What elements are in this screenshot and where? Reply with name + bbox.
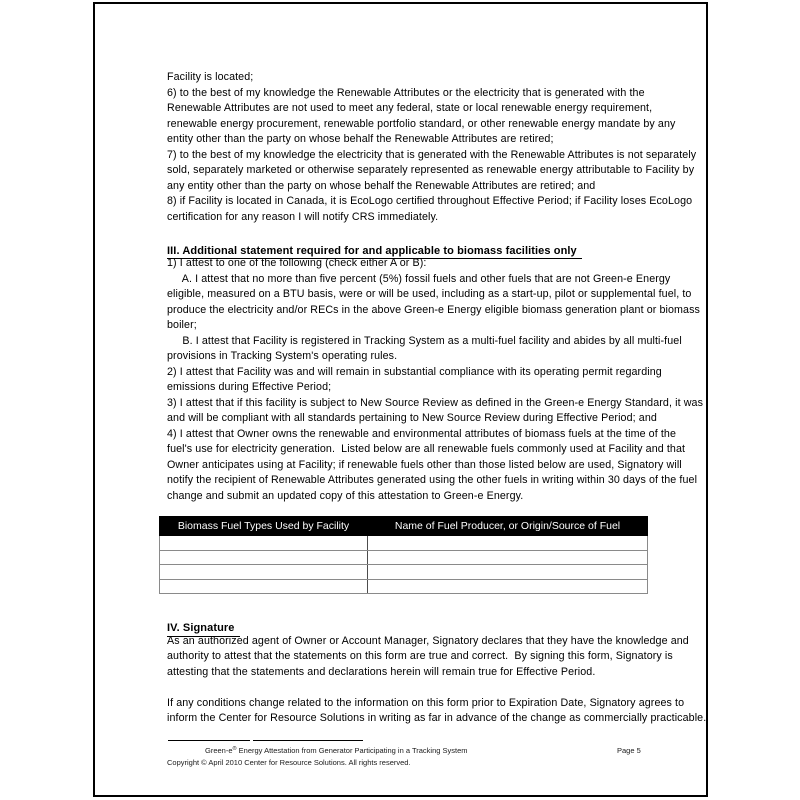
text-line: and will be compliant with all standards pertaining to New Source Review during Effective Period; and [167,412,657,424]
table-row [160,550,648,565]
text-line: B. I attest that Facility is registered in Tracking System as a multi-fuel facility and abides by all multi-fuel [167,334,682,347]
text-line: any entity other than the party on whose behalf the Renewable Attributes are retired; and [167,179,596,192]
text-line: authority to attest that the statements on this form are true and correct. By signing this form, Signatory is [167,650,673,662]
table-row [160,579,648,594]
table-header-cell: Name of Fuel Producer, or Origin/Source of Fuel [368,517,648,536]
text-line: 7) to the best of my knowledge the electricity that is generated with the Renewable Attributes is not separately [167,148,697,161]
registered-trademark-symbol: ® [232,746,237,752]
text-line: sold, separately marketed or otherwise separately represented as renewable energy attributable to Facility by [167,164,695,176]
table-cell [368,565,648,580]
text-line: entity other than the party on whose behalf the Renewable Attributes are retired; [167,133,554,145]
spacer [167,225,695,241]
text-line: attesting that the statements and declarations herein will remain true for Effective Period. [167,665,596,678]
text-line: fuel's use for electricity generation. Listed below are all renewable fuels commonly used at Facility and that [167,443,686,455]
table-cell [160,550,368,565]
table-cell [368,550,648,565]
section-heading [167,618,695,634]
table-cell [368,579,648,594]
text-line: inform the Center for Resource Solutions in writing as far in advance of the change as commercially practicable. [167,712,707,724]
text-line: A. I attest that no more than five percent (5%) fossil fuels and other fuels that are not Green-e Energy [167,272,671,285]
section-heading [167,241,695,257]
table-header [160,517,648,536]
text-line: 6) to the best of my knowledge the Renewable Attributes or the electricity that is generated with the [167,86,645,99]
footer-page-number: Page 5 [617,746,641,755]
text-line: emissions during Effective Period; [167,381,332,393]
text-line: 3) I attest that if this facility is subject to New Source Review as defined in the Green-e Energy Standard, it was [167,396,704,409]
section-heading-text: III. Additional statement required for and applicable to biomass facilities only [167,245,582,260]
table-cell [160,579,368,594]
spacer [167,504,695,516]
text-line: eligible, measured on a BTU basis, were or will be used, including as a start-up, pilot or supplemental fuel, to [167,288,692,300]
text-line: renewable energy procurement, renewable portfolio standard, or other renewable energy mandate by any [167,117,676,130]
document-body [167,70,707,727]
text-line: provisions in Tracking System's operating rules. [167,350,398,362]
paragraph [167,696,707,727]
footer-rule-segment [253,740,363,741]
text-line: 1) I attest to one of the following (check either A or B): [167,257,427,269]
text-line: 8) if Facility is located in Canada, it is EcoLogo certified throughout Effective Period; if Facility loses EcoLogo [167,195,693,207]
footer-copyright: Copyright © April 2010 Center for Resource Solutions. All rights reserved. [167,758,411,767]
table-row [160,565,648,580]
table-cell [160,565,368,580]
text-line: boiler; [167,319,197,331]
table-header-cell: Biomass Fuel Types Used by Facility [160,517,368,536]
footer-rule-segment [168,740,250,741]
text-line: 4) I attest that Owner owns the renewable and environmental attributes of biomass fuels at the time of the [167,427,677,440]
text-line: 2) I attest that Facility was and will remain in substantial compliance with its operating permit regarding [167,365,662,378]
text-line: Facility is located; [167,71,254,83]
table-cell [368,536,648,551]
text-line: As an authorized agent of Owner or Account Manager, Signatory declares that they have the knowledge and [167,634,689,647]
paragraph [167,70,695,225]
table-header-row [160,517,648,536]
section-heading-text: IV. Signature [167,622,240,637]
text-line: Renewable Attributes are not used to meet any federal, state or local renewable energy requirement, [167,102,653,114]
spacer [167,594,695,618]
text-line: certification for any reason I will notify CRS immediately. [167,210,439,223]
biomass-fuel-table [159,516,648,594]
spacer [167,680,695,696]
footer-attestation-title [205,746,468,757]
text-line: If any conditions change related to the information on this form prior to Expiration Date, Signatory agrees to [167,696,685,709]
document-page [93,2,708,797]
paragraph [167,256,704,504]
table-body [160,536,648,594]
table-row [160,536,648,551]
text-line: Owner anticipates using at Facility; if renewable fuels other than those listed below are used, Signatory will [167,458,682,471]
footer-brand: Green-e [205,746,233,755]
paragraph [167,634,695,681]
text-line: change and submit an updated copy of this attestation to Green-e Energy. [167,489,524,502]
footer-title-rest: Energy Attestation from Generator Participating in a Tracking System [236,746,468,755]
table-cell [160,536,368,551]
text-line: notify the recipient of Renewable Attributes generated using the other fuels in writing within 30 days of the fuel [167,474,698,486]
text-line: produce the electricity and/or RECs in the above Green-e Energy eligible biomass generation plant or biomass [167,303,700,316]
